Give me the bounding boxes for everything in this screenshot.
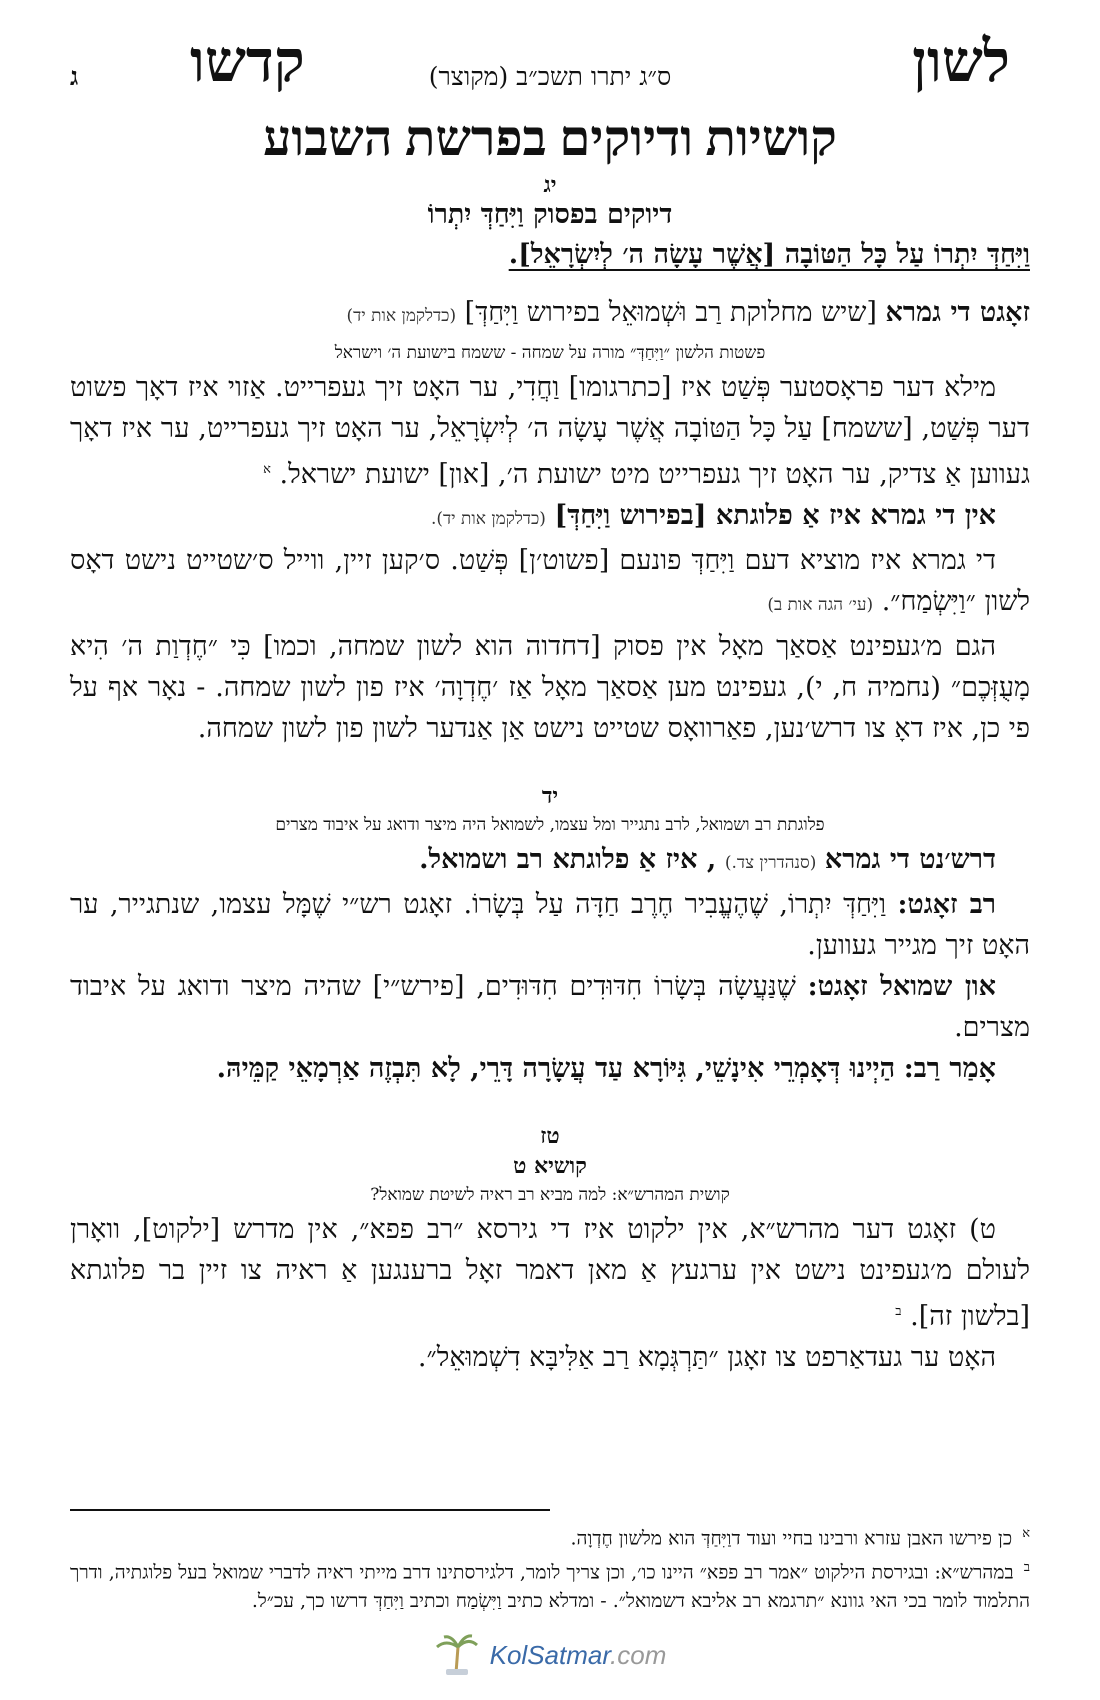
header-parsha-label: ס״ג יתרו תשכ״ב (מקוצר) bbox=[428, 62, 672, 91]
sub-caption: קושית המהרש״א: למה מביא רב ראיה לשיטת שמואל? bbox=[370, 1185, 730, 1205]
paragraph-text: שֶׁנַּעֲשָׂה בְּשָׂרוֹ חִדּוּדִים חִדּוּדִים, [פירש״י] שהיה מיצר ודואג על איבוד מצרים. bbox=[70, 971, 1030, 1043]
paragraph-text: ט) זאָגט דער מהרש״א, אין ילקוט איז די גירסא ״רב פפא״, אין מדרש [ילקוט], וואָרן לעולם מ׳געפינט נישט אין ערגעץ אַ מאן דאמר זאָל ברענגען אַ ראיה צו זיין בר פלוגתא [בלשון זה]. bbox=[70, 1214, 1030, 1332]
page-header bbox=[70, 29, 1030, 102]
paragraph-text: וַיִּחַדְּ יִתְרוֹ, שֶׁהֶעֱבִיר חֶרֶב חַדָּה עַל בְּשָׂרוֹ. זאָגט רש״י שֶׁמָּל עצמו, שנתגייר, ער האָט זיך מגייר געווען. bbox=[70, 889, 1030, 961]
speaker-label: רב זאָגט: bbox=[897, 889, 996, 920]
paragraph-text: , איז אַ פלוגתא רב ושמואל. bbox=[419, 844, 717, 875]
paragraph-text: הַיְינוּ דְּאָמְרֵי אִינָשֵׁי, גִּיּוֹרָא עַד עֲשָׂרָה דָּרֵי, לָא תִּבְזֶה אַרְמָאֵי קַמֵּיהּ. bbox=[216, 1053, 896, 1084]
paragraph bbox=[70, 495, 1030, 540]
speaker-label: אָמַר רַב: bbox=[903, 1053, 996, 1084]
main-title: קושיות ודיוקים בפרשת השבוע bbox=[263, 110, 837, 166]
intro-line-bracket: [שיש מחלוקת רַב וּשְׁמוּאֵל בפירוש וַיִּחַדְּ] bbox=[464, 297, 877, 328]
footnote bbox=[70, 1520, 1030, 1552]
paragraph-ref: (כדלקמן אות יד). bbox=[430, 509, 546, 529]
section-number: יג bbox=[543, 172, 557, 198]
intro-line bbox=[70, 292, 1030, 337]
paragraph-ref: (עי׳ הגה אות ב) bbox=[767, 595, 874, 615]
logo-text: KolSatmar.com bbox=[489, 1639, 667, 1670]
footnote-marker: א bbox=[263, 462, 271, 477]
sub-caption: פשטות הלשון ״וַיִּחַדְּ״ מורה על שמחה - ששמח בישועת ה׳ וישראל bbox=[334, 343, 766, 363]
intro-line-ref: (כדלקמן אות יד) bbox=[346, 306, 457, 326]
paragraph-text: מילא דער פראָסטער פְּשַׁט איז [כתרגומו] וַחֲדִי, ער האָט זיך געפרייט. אַזוי איז דאָך פשוט דער פְּשַׁט, [ששמח] עַל כָּל הַטּוֹבָה אֲשֶׁר עָשָׂה ה׳ לְיִשְׂרָאֵל, ער האָט זיך געפרייט, ער איז דאָך געווען אַ צדיק, ער האָט זיך געפרייט מיט ישועת ה׳, [און] ישועת ישראל. bbox=[70, 372, 1030, 490]
footnote-divider bbox=[70, 1509, 550, 1511]
footnote-mark: ב bbox=[1023, 1560, 1030, 1576]
speaker-label: און שמואל זאָגט: bbox=[807, 971, 996, 1002]
section-title: קושיא ט bbox=[513, 1153, 587, 1179]
paragraph-text: דרש׳נט די גמרא bbox=[824, 844, 996, 875]
verse-quote: וַיִּחַדְּ יִתְרוֹ עַל כָּל הַטּוֹבָה [אֲשֶׁר עָשָׂה ה׳ לְיִשְׂרָאֵל]. bbox=[508, 239, 1030, 270]
footnote-marker: ב bbox=[895, 1304, 902, 1319]
footnotes bbox=[70, 1520, 1030, 1617]
palm-tree-icon bbox=[434, 1633, 480, 1677]
paragraph bbox=[70, 367, 1030, 495]
header-title-left: קדשו bbox=[190, 29, 305, 94]
paragraph-text: די גמרא איז מוציא דעם וַיִּחַדְּ פונעם [פשוט׳ן] פְּשַׁט. ס׳קען זיין, ווייל ס׳שטייט נישט דאָס לשון ״וַיִּשְׂמַח״. bbox=[70, 545, 1030, 617]
paragraph bbox=[70, 839, 1030, 884]
paragraph-ref: (סנהדרין צד.) bbox=[724, 853, 817, 873]
paragraph: הגם מ׳געפינט אַסאַך מאָל אין פסוק [דחדוה הוא לשון שמחה, וכמו] כִּי ״חֶדְוַת ה׳ הִיא מָעֻזְּכֶם״ (נחמיה ח, י), געפינט מען אַסאַך מאָל אַז ׳חֶדְוָה׳ איז פון לשון שמחה. - נאָר אף על פי כן, איז דאָ צו דרש׳נען, פאַרוואָס שטייט נישט אַן אַנדער לשון פון לשון שמחה. bbox=[70, 631, 1030, 744]
footnote-mark: א bbox=[1022, 1526, 1030, 1541]
footnote-text: כן פירשו האבן עזרא ורבינו בחיי ועוד דוַיִּחַדְּ הוא מלשון חֶדְוָה. bbox=[570, 1527, 1013, 1550]
header-title-right: לשון bbox=[912, 29, 1010, 94]
intro-line-main: זאָגט די גמרא bbox=[885, 297, 1030, 328]
paragraph bbox=[70, 540, 1030, 626]
sub-caption: פלוגתת רב ושמואל, לרב נתגייר ומל עצמו, לשמואל היה מיצר ודואג על איבוד מצרים bbox=[275, 815, 825, 835]
page-number: ג bbox=[70, 62, 79, 91]
footnote bbox=[70, 1554, 1030, 1614]
paragraph bbox=[70, 1048, 1030, 1089]
section-title: דיוקים בפסוק וַיִּחַדְּ יִתְרוֹ bbox=[427, 199, 673, 230]
paragraph bbox=[70, 966, 1030, 1048]
paragraph-text: אין די גמרא איז אַ פלוגתא [בפירוש וַיִּחַדְּ] bbox=[554, 500, 996, 531]
paragraph bbox=[70, 1209, 1030, 1337]
paragraph bbox=[70, 884, 1030, 966]
site-logo bbox=[0, 1630, 1100, 1680]
section-number: טז bbox=[540, 1123, 560, 1149]
section-number: יד bbox=[541, 783, 559, 809]
paragraph: האָט ער געדאַרפט צו זאָגן ״תַּרְגְּמָא רַב אַלִּיבָּא דִשְׁמוּאֵל״. bbox=[417, 1342, 996, 1373]
footnote-text: במהרש״א: ובגירסת הילקוט ״אמר רב פפא״ היינו כו׳, וכן צריך לומר, דלגירסתינו דרב מייתי ראיה לדברי שמואל בעל פלוגתיה, ודרך התלמוד לומר בכי האי גוונא ״תרגמא רב אליבא דשמואל״. - ומדלא כתיב וַיִּשְׂמַח וכתיב וַיִּחַדְּ דרשו כך, עכ״ל. bbox=[70, 1561, 1030, 1612]
